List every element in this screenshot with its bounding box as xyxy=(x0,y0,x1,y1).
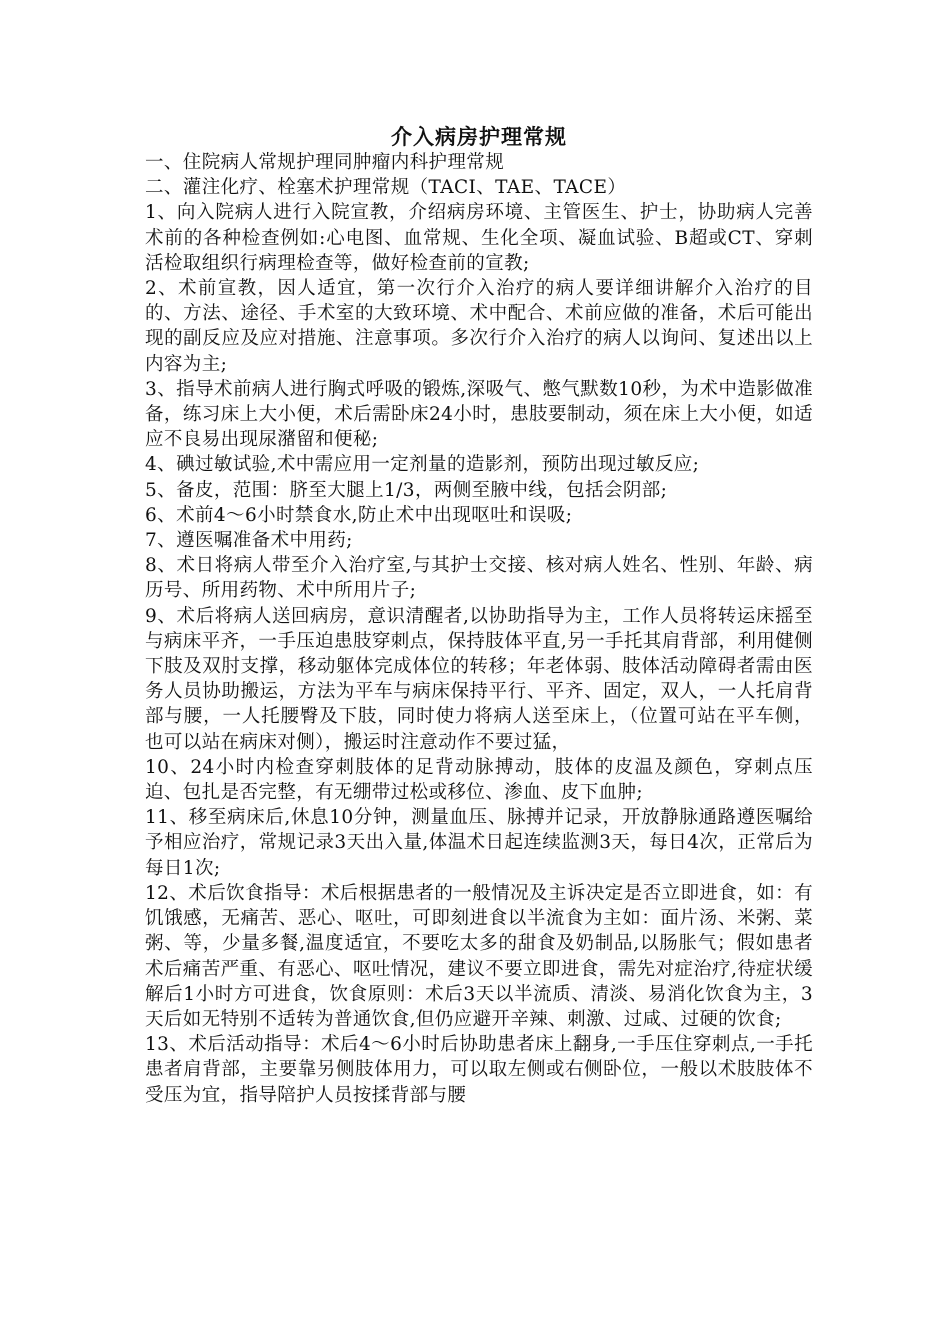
list-item-9: 9、术后将病人送回病房，意识清醒者,以协助指导为主，工作人员将转运床摇至与病床平齐，一手压迫患肢穿刺点，保持肢体平直,另一手托其肩背部，利用健侧下肢及双肘支撑，移动躯体完成体位的转移；年老体弱、肢体活动障碍者需由医务人员协助搬运，方法为平车与病床保持平行、平齐、固定，双人，一人托肩背部与腰，一人托腰臀及下肢，同时使力将病人送至床上，（位置可站在平车侧，也可以站在病床对侧），搬运时注意动作不要过猛， xyxy=(145,605,813,753)
list-item-6: 6、术前4～6小时禁食水,防止术中出现呕吐和误吸; xyxy=(145,504,573,526)
section-heading-2: 二、灌注化疗、栓塞术护理常规（TACI、TAE、TACE） xyxy=(145,177,627,199)
list-item-7: 7、遵医嘱准备术中用药; xyxy=(145,530,353,552)
list-item-3: 3、指导术前病人进行胸式呼吸的锻炼,深吸气、憋气默数10秒，为术中造影做准备，练习床上大小便，术后需卧床24小时，患肢要制动，须在床上大小便，如适应不良易出现尿潴留和便秘; xyxy=(145,378,813,451)
document-body xyxy=(145,124,813,1108)
list-item-11: 11、移至病床后,休息10分钟，测量血压、脉搏并记录，开放静脉通路遵医嘱给予相应治疗，常规记录3天出入量,体温术日起连续监测3天，每日4次，正常后为每日1次; xyxy=(145,807,813,879)
list-item-10: 10、24小时内检查穿刺肢体的足背动脉搏动，肢体的皮温及颜色，穿刺点压迫、包扎是否完整，有无绷带过松或移位、渗血、皮下血肿; xyxy=(145,756,813,804)
section-heading-1: 一、住院病人常规护理同肿瘤内科护理常规 xyxy=(145,152,505,173)
list-item-12: 12、术后饮食指导：术后根据患者的一般情况及主诉决定是否立即进食，如：有饥饿感，无痛苦、恶心、呕吐，可即刻进食以半流食为主如：面片汤、米粥、菜粥、等，少量多餐,温度适宜，不要吃太多的甜食及奶制品,以肠胀气；假如患者术后痛苦严重、有恶心、呕吐情况，建议不要立即进食，需先对症治疗,待症状缓解后1小时方可进食，饮食原则：术后3天以半流质、清淡、易消化饮食为主，3天后如无特别不适转为普通饮食,但仍应避开辛辣、刺激、过咸、过硬的饮食; xyxy=(145,882,813,1030)
list-item-8: 8、术日将病人带至介入治疗室,与其护士交接、核对病人姓名、性别、年龄、病历号、所用药物、术中所用片子; xyxy=(145,555,813,602)
list-item-2: 2、术前宣教，因人适宜，第一次行介入治疗的病人要详细讲解介入治疗的目的、方法、途径、手术室的大致环境、术中配合、术前应做的准备，术后可能出现的副反应及应对措施、注意事项。多次行介入治疗的病人以询问、复述出以上内容为主; xyxy=(145,278,813,375)
list-item-4: 4、碘过敏试验,术中需应用一定剂量的造影剂，预防出现过敏反应; xyxy=(145,454,700,476)
list-item-5: 5、备皮，范围：脐至大腿上1/3，两侧至腋中线，包括会阴部; xyxy=(145,479,668,501)
list-item-1: 1、向入院病人进行入院宣教，介绍病房环境、主管医生、护士，协助病人完善术前的各种检查例如:心电图、血常规、生化全项、凝血试验、B超或CT、穿刺活检取组织行病理检查等，做好检查前的宣教; xyxy=(145,202,813,274)
page-title: 介入病房护理常规 xyxy=(391,124,567,149)
list-item-13: 13、术后活动指导：术后4～6小时后协助患者床上翻身,一手压住穿刺点,一手托患者肩背部，主要靠另侧肢体用力，可以取左侧或右侧卧位，一般以术肢肢体不受压为宜，指导陪护人员按揉背部与腰 xyxy=(145,1034,813,1106)
paragraph-list xyxy=(145,150,813,1108)
